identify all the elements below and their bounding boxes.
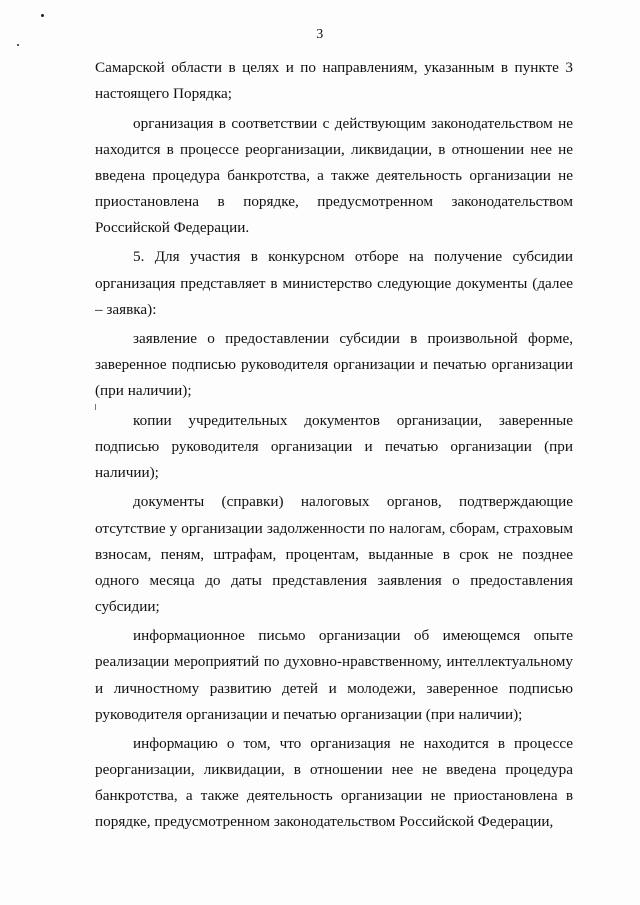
paragraph-information-letter: информационное письмо организации об имеющемся опыте реализации мероприятий по духовно-нравственному, интеллектуальному и личностному развитию детей и молодежи, заверенное подписью руководителя организации и печатью организации (при наличии); [95,627,573,723]
paragraph-clause-5: 5. Для участия в конкурсном отборе на получение субсидии организация представляет в министерство следующие документы (далее – заявка): [95,248,573,318]
paragraph-application-statement: заявление о предоставлении субсидии в произвольной форме, заверенное подписью руководителя организации и печатью организации (при наличии); [95,330,573,400]
scan-speck [17,44,19,46]
document-body [95,55,573,835]
page-number: 3 [316,27,324,42]
paragraph-reorganization-info: информацию о том, что организация не находится в процессе реорганизации, ликвидации, в отношении нее не введена процедура банкротства, а также деятельность организации не приостановлена в порядке, предусмотренном законодательством Российской Федерации, [95,735,573,831]
paragraph-tax-certificates: документы (справки) налоговых органов, подтверждающие отсутствие у организации задолженности по налогам, сборам, страховым взносам, пеням, штрафам, процентам, выданные в срок не позднее одного месяца до даты представления заявления о предоставления субсидии; [95,493,573,615]
paragraph-founding-documents: копии учредительных документов организации, заверенные подписью руководителя организации и печатью организации (при наличии); [95,411,573,481]
scan-speck [41,14,44,17]
paragraph-organization-status: организация в соответствии с действующим законодательством не находится в процессе реорганизации, ликвидации, в отношении нее не введена процедура банкротства, а также деятельность организации не приостановлена в порядке, предусмотренном законодательством Российской Федерации. [95,114,573,236]
paragraph-continuation: Самарской области в целях и по направлениям, указанным в пункте 3 настоящего Порядка; [95,59,573,103]
